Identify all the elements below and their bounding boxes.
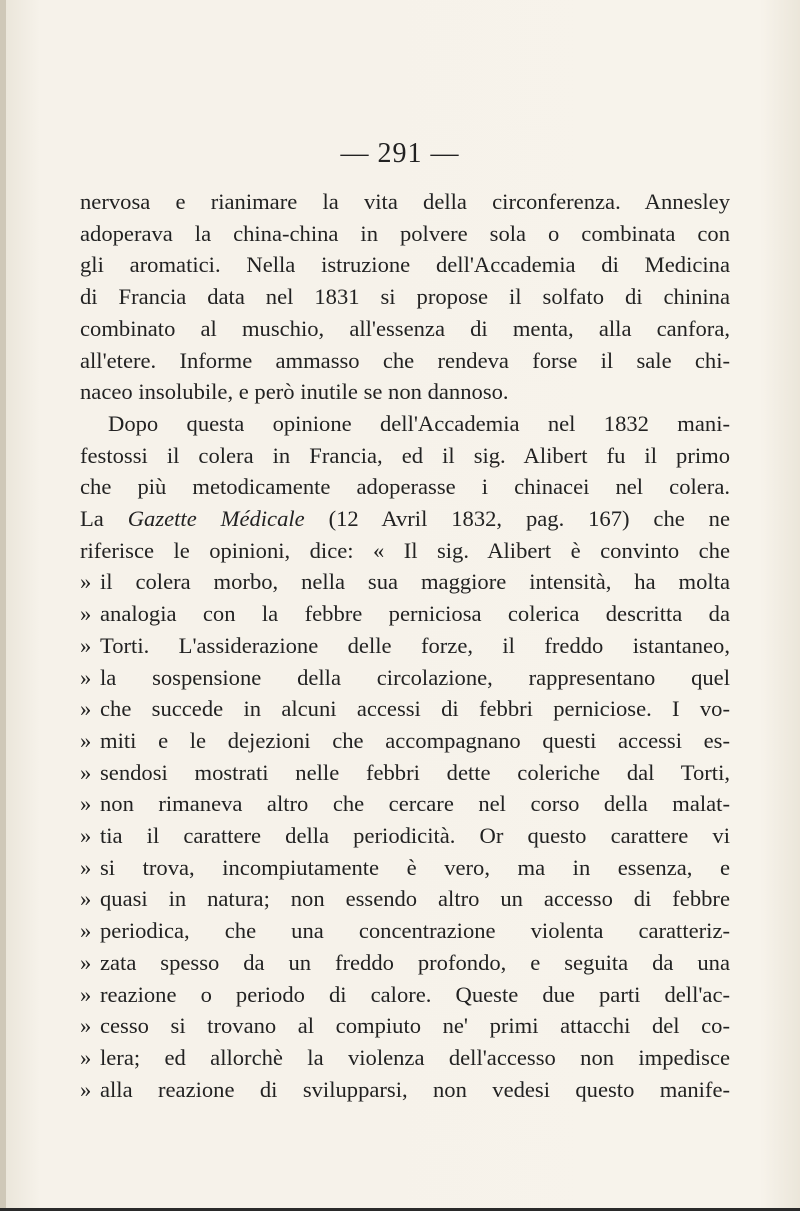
quote-mark: »: [80, 1013, 92, 1039]
quote-mark: »: [80, 918, 92, 944]
quoted-text: Torti. L'assiderazione delle forze, il freddo istantaneo,: [100, 632, 730, 658]
quoted-text: analogia con la febbre perniciosa colerica descritta da: [100, 601, 730, 627]
journal-title: Gazette Médicale: [127, 506, 305, 532]
text-line: di Francia data nel 1831 si propose il solfato di chinina: [80, 284, 730, 310]
quoted-text: che succede in alcuni accessi di febbri perniciose. I vo-: [100, 696, 730, 722]
quoted-line: [80, 757, 730, 789]
text-line: adoperava la china-china in polvere sola o combinata con: [80, 220, 730, 246]
text-line: naceo insolubile, e però inutile se non dannoso.: [80, 379, 509, 405]
quoted-line: [80, 598, 730, 630]
quoted-line: [80, 820, 730, 852]
quoted-line: [80, 693, 730, 725]
quoted-text: il colera morbo, nella sua maggiore intensità, ha molta: [100, 569, 730, 595]
quoted-text: zata spesso da un freddo profondo, e seguita da una: [100, 949, 730, 975]
text-line: Dopo questa opinione dell'Accademia nel 1832 mani-: [108, 410, 730, 436]
text-line-gazette: [80, 503, 730, 535]
quoted-line: [80, 1010, 730, 1042]
quoted-line: [80, 630, 730, 662]
quote-mark: »: [80, 569, 92, 595]
quoted-text: cesso si trovano al compiuto ne' primi attacchi del co-: [100, 1013, 730, 1039]
quoted-line: [80, 979, 730, 1011]
quoted-text: sendosi mostrati nelle febbri dette coleriche dal Torti,: [100, 759, 730, 785]
quoted-line: [80, 1074, 730, 1106]
quoted-line: [80, 662, 730, 694]
quote-mark: »: [80, 854, 92, 880]
quote-mark: »: [80, 949, 92, 975]
text-line: combinato al muschio, all'essenza di menta, alla canfora,: [80, 315, 730, 341]
quoted-line: [80, 883, 730, 915]
text-line: gli aromatici. Nella istruzione dell'Accademia di Medicina: [80, 252, 730, 278]
text-line: riferisce le opinioni, dice: « Il sig. Alibert è convinto che: [80, 537, 730, 563]
page-number: — 291 —: [340, 138, 460, 169]
quoted-text: non rimaneva altro che cercare nel corso della malat-: [100, 791, 730, 817]
text-segment: La: [80, 506, 128, 532]
body-text: [80, 186, 730, 1105]
quoted-text: tia il carattere della periodicità. Or questo carattere vi: [100, 823, 730, 849]
quote-mark: »: [80, 791, 92, 817]
quoted-text: reazione o periodo di calore. Queste due parti dell'ac-: [100, 981, 730, 1007]
text-line: che più metodicamente adoperasse i chinacei nel colera.: [80, 474, 730, 500]
text-line: festossi il colera in Francia, ed il sig. Alibert fu il primo: [80, 442, 730, 468]
quoted-text: lera; ed allorchè la violenza dell'accesso non impedisce: [100, 1044, 730, 1070]
quoted-text: periodica, che una concentrazione violenta caratteriz-: [100, 918, 730, 944]
quote-mark: »: [80, 1044, 92, 1070]
quote-mark: »: [80, 632, 92, 658]
quoted-line: [80, 915, 730, 947]
quoted-line: [80, 1042, 730, 1074]
quote-mark: »: [80, 981, 92, 1007]
page-spine-shadow: [0, 0, 6, 1211]
quote-mark: »: [80, 696, 92, 722]
quoted-line: [80, 852, 730, 884]
quoted-line: [80, 566, 730, 598]
quote-mark: »: [80, 759, 92, 785]
quoted-line: [80, 788, 730, 820]
quoted-text: miti e le dejezioni che accompagnano questi accessi es-: [100, 727, 730, 753]
quote-mark: »: [80, 601, 92, 627]
quote-mark: »: [80, 823, 92, 849]
text-line: all'etere. Informe ammasso che rendeva forse il sale chi-: [80, 347, 730, 373]
quoted-line: [80, 725, 730, 757]
quoted-text: la sospensione della circolazione, rappresentano quel: [100, 664, 730, 690]
quoted-text: si trova, incompiutamente è vero, ma in essenza, e: [100, 854, 730, 880]
quoted-line: [80, 947, 730, 979]
quote-mark: »: [80, 727, 92, 753]
quoted-text: quasi in natura; non essendo altro un accesso di febbre: [100, 886, 730, 912]
text-segment: (12 Avril 1832, pag. 167) che ne: [304, 506, 730, 532]
text-line: nervosa e rianimare la vita della circonferenza. Annesley: [80, 189, 730, 214]
quoted-text: alla reazione di svilupparsi, non vedesi questo manife-: [100, 1076, 730, 1102]
quote-mark: »: [80, 664, 92, 690]
quote-mark: »: [80, 1076, 92, 1102]
quote-mark: »: [80, 886, 92, 912]
